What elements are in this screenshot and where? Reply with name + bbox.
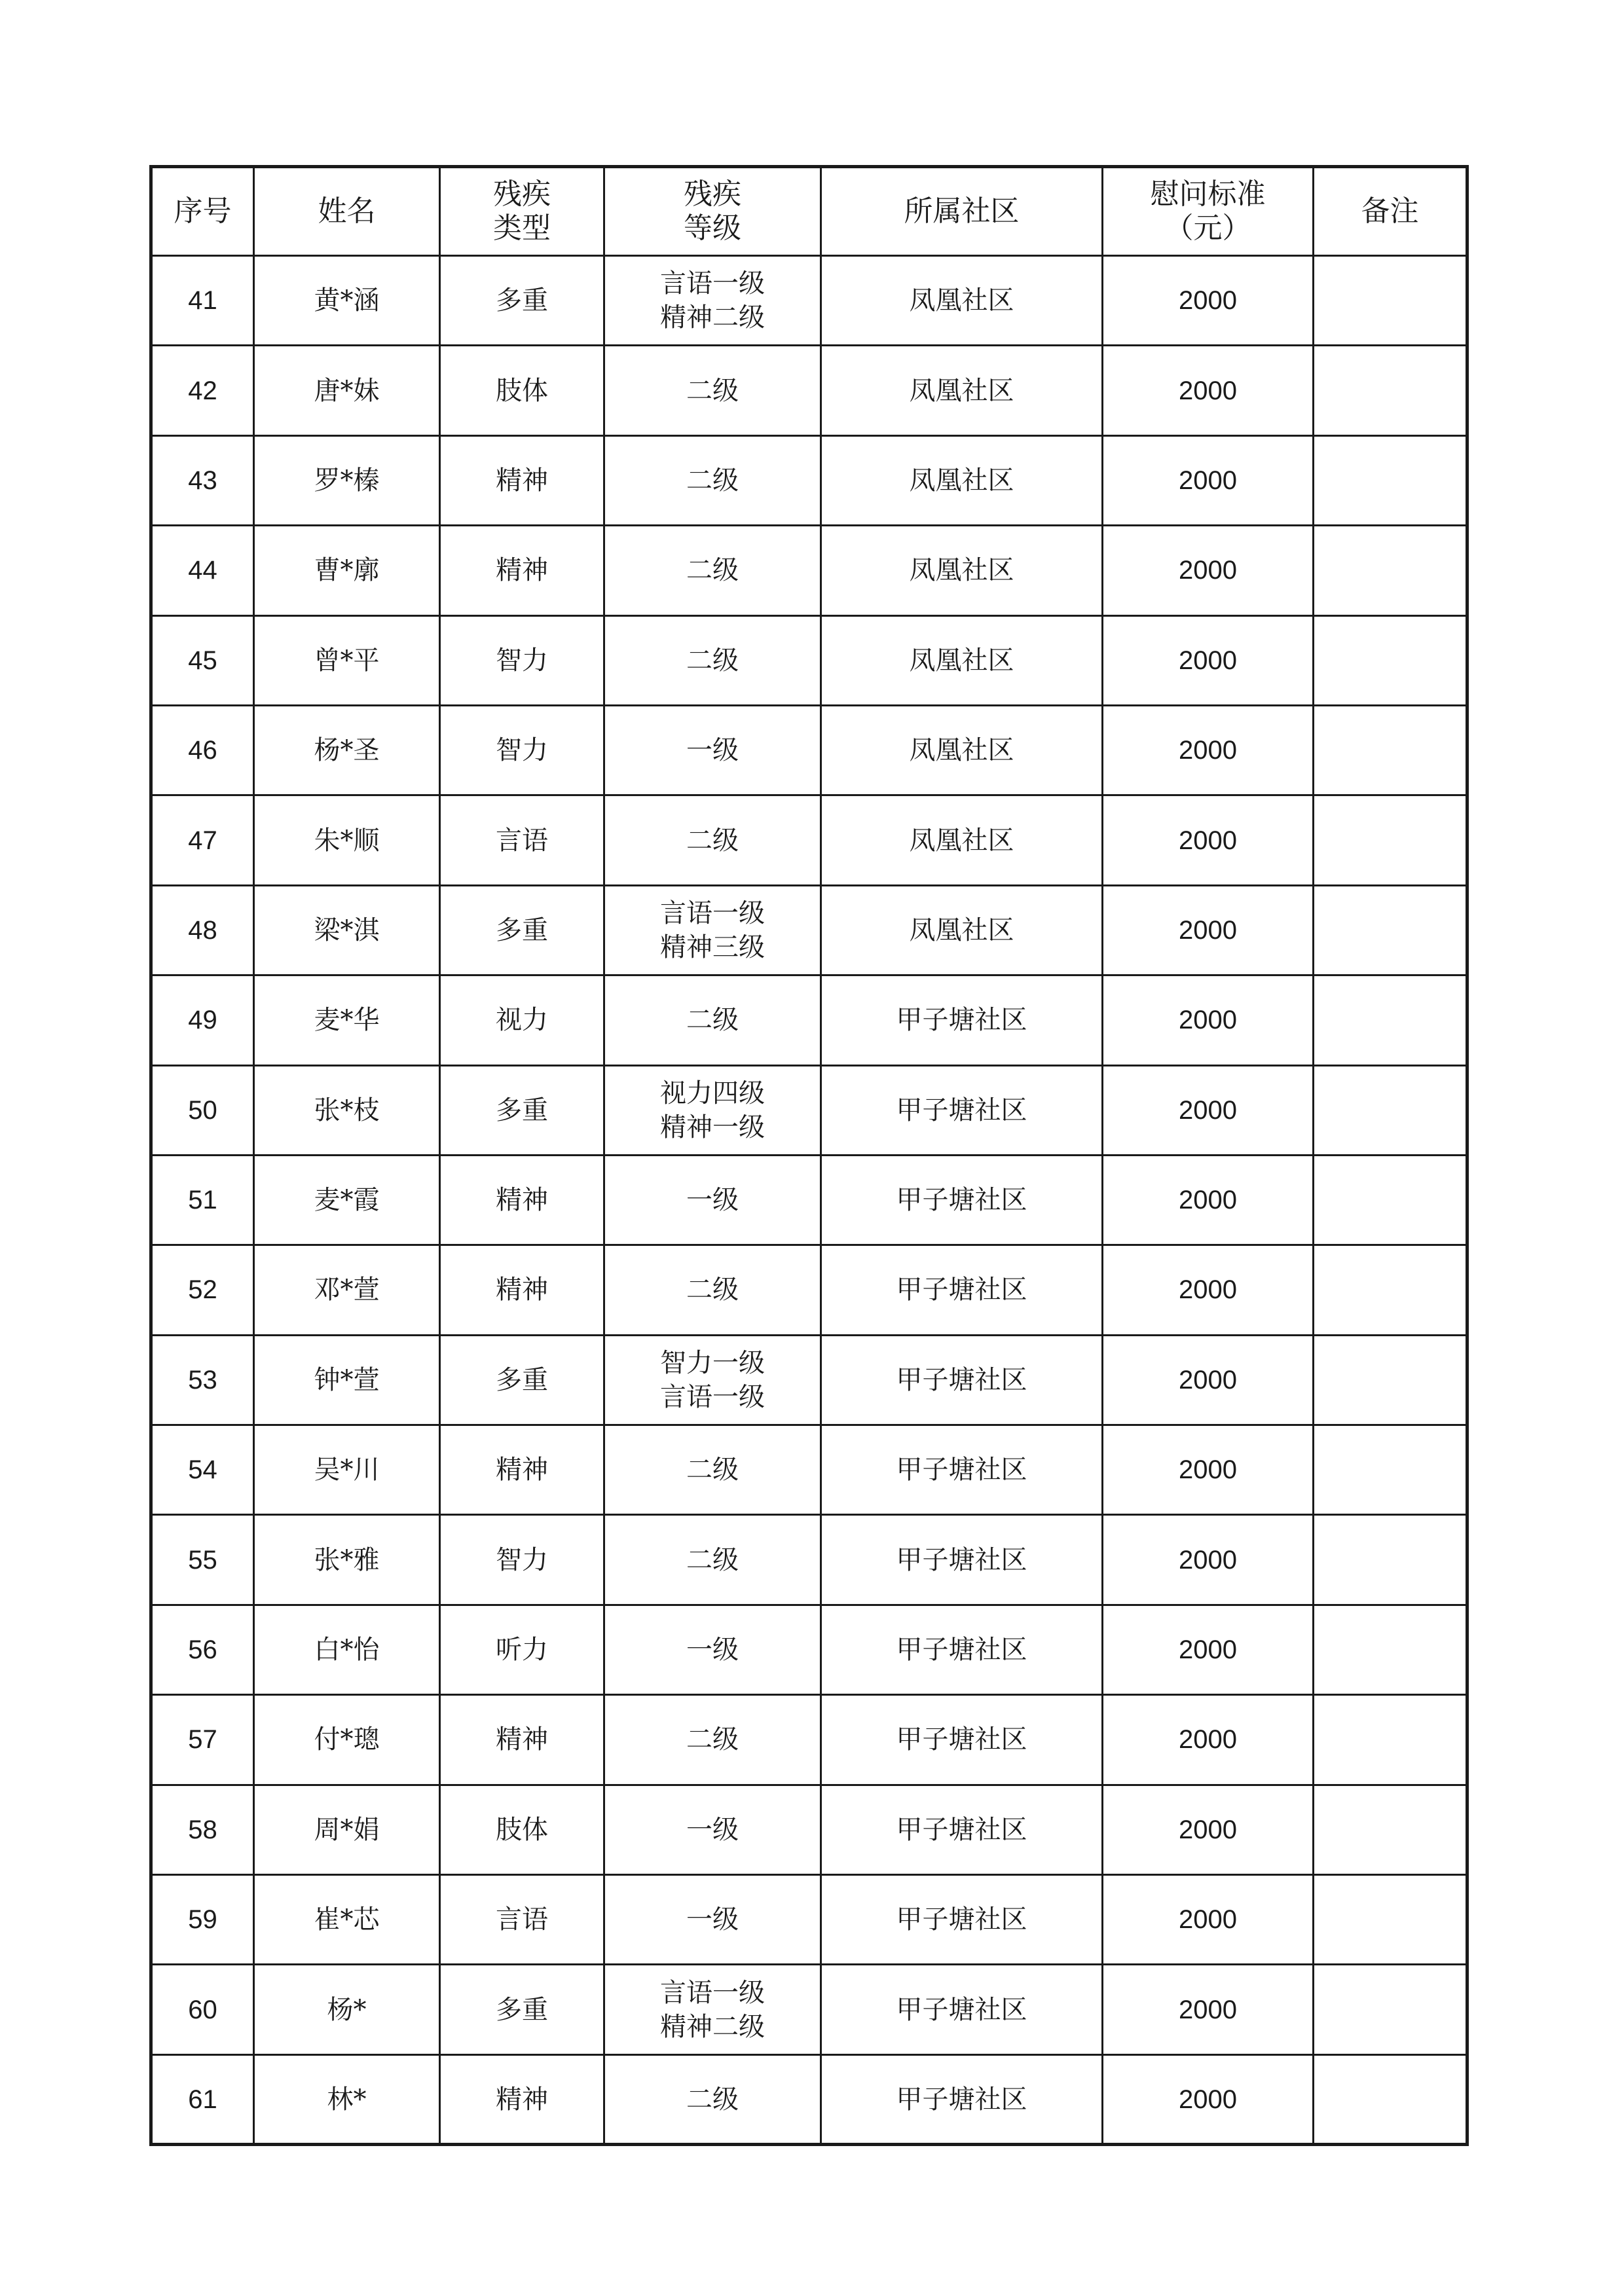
cell-name: 林* xyxy=(254,2054,440,2144)
cell-disability-level xyxy=(604,1245,821,1335)
cell-standard: 2000 xyxy=(1103,1425,1314,1515)
table-row xyxy=(151,795,1467,885)
cell-disability-type: 精神 xyxy=(440,526,604,615)
cell-name: 杨* xyxy=(254,1965,440,2054)
cell-disability-type: 多重 xyxy=(440,1965,604,2054)
cell-standard: 2000 xyxy=(1103,975,1314,1065)
cell-community: 凤凰社区 xyxy=(821,526,1103,615)
cell-name: 麦*霞 xyxy=(254,1155,440,1245)
cell-standard: 2000 xyxy=(1103,526,1314,615)
cell-name: 付*璁 xyxy=(254,1695,440,1785)
cell-disability-type: 听力 xyxy=(440,1605,604,1694)
cell-disability-level xyxy=(604,435,821,525)
cell-disability-level xyxy=(604,526,821,615)
cell-seq: 50 xyxy=(151,1065,254,1155)
cell-disability-level xyxy=(604,1515,821,1605)
level-line: 二级 xyxy=(686,1544,739,1575)
table-row xyxy=(151,1245,1467,1335)
cell-seq: 57 xyxy=(151,1695,254,1785)
cell-seq: 43 xyxy=(151,435,254,525)
cell-community: 凤凰社区 xyxy=(821,435,1103,525)
cell-name: 梁*淇 xyxy=(254,885,440,975)
cell-standard: 2000 xyxy=(1103,1335,1314,1425)
table-row xyxy=(151,975,1467,1065)
cell-community: 凤凰社区 xyxy=(821,615,1103,705)
table-row xyxy=(151,1425,1467,1515)
cell-community: 甲子塘社区 xyxy=(821,1245,1103,1335)
cell-disability-level xyxy=(604,346,821,435)
level-line: 二级 xyxy=(686,2084,739,2115)
level-line: 精神二级 xyxy=(660,2011,765,2042)
cell-seq: 59 xyxy=(151,1875,254,1965)
cell-disability-level xyxy=(604,1605,821,1694)
cell-note xyxy=(1314,1605,1467,1694)
level-line: 二级 xyxy=(686,465,739,496)
cell-disability-level xyxy=(604,1695,821,1785)
cell-note xyxy=(1314,256,1467,346)
cell-disability-level xyxy=(604,705,821,795)
cell-community: 甲子塘社区 xyxy=(821,1875,1103,1965)
cell-disability-type: 多重 xyxy=(440,885,604,975)
cell-note xyxy=(1314,975,1467,1065)
header-standard-line2: （元） xyxy=(1164,211,1251,245)
cell-note xyxy=(1314,615,1467,705)
cell-note xyxy=(1314,1335,1467,1425)
cell-name: 张*雅 xyxy=(254,1515,440,1605)
table-body xyxy=(151,256,1467,2145)
cell-community: 甲子塘社区 xyxy=(821,1605,1103,1694)
header-level-line2: 等级 xyxy=(684,211,741,245)
level-line: 言语一级 xyxy=(660,1977,765,2008)
cell-standard: 2000 xyxy=(1103,2054,1314,2144)
cell-seq: 54 xyxy=(151,1425,254,1515)
cell-seq: 60 xyxy=(151,1965,254,2054)
cell-disability-type: 智力 xyxy=(440,705,604,795)
header-type-line2: 类型 xyxy=(493,211,551,245)
level-line: 精神二级 xyxy=(660,302,765,333)
cell-seq: 53 xyxy=(151,1335,254,1425)
cell-disability-level xyxy=(604,1785,821,1874)
cell-seq: 42 xyxy=(151,346,254,435)
level-line: 一级 xyxy=(686,1904,739,1935)
cell-disability-type: 多重 xyxy=(440,256,604,346)
cell-disability-type: 智力 xyxy=(440,1515,604,1605)
cell-name: 邓*萱 xyxy=(254,1245,440,1335)
cell-standard: 2000 xyxy=(1103,435,1314,525)
cell-note xyxy=(1314,795,1467,885)
level-line: 二级 xyxy=(686,1275,739,1305)
cell-note xyxy=(1314,885,1467,975)
cell-community: 凤凰社区 xyxy=(821,885,1103,975)
cell-community: 甲子塘社区 xyxy=(821,1515,1103,1605)
cell-standard: 2000 xyxy=(1103,1245,1314,1335)
level-line: 言语一级 xyxy=(660,898,765,928)
cell-community: 甲子塘社区 xyxy=(821,1425,1103,1515)
cell-note xyxy=(1314,1065,1467,1155)
cell-standard: 2000 xyxy=(1103,1065,1314,1155)
cell-disability-type: 精神 xyxy=(440,1695,604,1785)
cell-name: 周*娟 xyxy=(254,1785,440,1874)
level-line: 二级 xyxy=(686,1724,739,1755)
table-row xyxy=(151,885,1467,975)
cell-seq: 46 xyxy=(151,705,254,795)
table-row xyxy=(151,705,1467,795)
table-row xyxy=(151,615,1467,705)
cell-note xyxy=(1314,2054,1467,2144)
cell-standard: 2000 xyxy=(1103,705,1314,795)
cell-disability-level xyxy=(604,615,821,705)
cell-seq: 45 xyxy=(151,615,254,705)
cell-disability-level xyxy=(604,795,821,885)
cell-disability-type: 精神 xyxy=(440,1425,604,1515)
cell-name: 唐*妹 xyxy=(254,346,440,435)
cell-disability-level xyxy=(604,1875,821,1965)
table-row xyxy=(151,346,1467,435)
cell-note xyxy=(1314,1785,1467,1874)
cell-name: 朱*顺 xyxy=(254,795,440,885)
table-row xyxy=(151,1515,1467,1605)
cell-community: 凤凰社区 xyxy=(821,705,1103,795)
table-row xyxy=(151,1335,1467,1425)
cell-seq: 61 xyxy=(151,2054,254,2144)
cell-name: 曾*平 xyxy=(254,615,440,705)
cell-standard: 2000 xyxy=(1103,1605,1314,1694)
cell-disability-type: 肢体 xyxy=(440,1785,604,1874)
header-disability-level xyxy=(604,167,821,256)
level-line: 一级 xyxy=(686,735,739,766)
cell-standard: 2000 xyxy=(1103,1785,1314,1874)
cell-disability-type: 多重 xyxy=(440,1065,604,1155)
level-line: 二级 xyxy=(686,555,739,586)
cell-note xyxy=(1314,1155,1467,1245)
cell-name: 张*枝 xyxy=(254,1065,440,1155)
table-row xyxy=(151,1785,1467,1874)
table-row xyxy=(151,526,1467,615)
cell-note xyxy=(1314,1425,1467,1515)
cell-disability-type: 言语 xyxy=(440,1875,604,1965)
cell-name: 白*怡 xyxy=(254,1605,440,1694)
cell-standard: 2000 xyxy=(1103,615,1314,705)
cell-standard: 2000 xyxy=(1103,1515,1314,1605)
cell-seq: 41 xyxy=(151,256,254,346)
cell-disability-level xyxy=(604,2054,821,2144)
table-row xyxy=(151,256,1467,346)
cell-name: 黄*涵 xyxy=(254,256,440,346)
cell-disability-level xyxy=(604,1155,821,1245)
table-row xyxy=(151,1605,1467,1694)
cell-note xyxy=(1314,1245,1467,1335)
level-line: 一级 xyxy=(686,1635,739,1666)
cell-community: 凤凰社区 xyxy=(821,346,1103,435)
cell-disability-level xyxy=(604,1065,821,1155)
header-name: 姓名 xyxy=(254,167,440,256)
cell-note xyxy=(1314,526,1467,615)
cell-seq: 56 xyxy=(151,1605,254,1694)
cell-disability-level xyxy=(604,1965,821,2054)
cell-note xyxy=(1314,1875,1467,1965)
table-row xyxy=(151,1695,1467,1785)
cell-community: 甲子塘社区 xyxy=(821,975,1103,1065)
cell-note xyxy=(1314,1695,1467,1785)
table-row xyxy=(151,435,1467,525)
table-row xyxy=(151,2054,1467,2144)
level-line: 精神三级 xyxy=(660,932,765,962)
level-line: 视力四级 xyxy=(660,1078,765,1108)
cell-name: 吴*川 xyxy=(254,1425,440,1515)
cell-community: 甲子塘社区 xyxy=(821,1695,1103,1785)
cell-disability-level xyxy=(604,256,821,346)
cell-disability-type: 言语 xyxy=(440,795,604,885)
cell-community: 凤凰社区 xyxy=(821,795,1103,885)
cell-note xyxy=(1314,435,1467,525)
level-line: 一级 xyxy=(686,1814,739,1845)
cell-name: 崔*芯 xyxy=(254,1875,440,1965)
level-line: 二级 xyxy=(686,645,739,676)
cell-community: 甲子塘社区 xyxy=(821,1335,1103,1425)
header-standard-line1: 慰问标准 xyxy=(1150,177,1266,211)
cell-disability-type: 精神 xyxy=(440,1155,604,1245)
header-type-line1: 残疾 xyxy=(493,177,551,211)
cell-standard: 2000 xyxy=(1103,1965,1314,2054)
header-seq: 序号 xyxy=(151,167,254,256)
cell-note xyxy=(1314,1515,1467,1605)
table-row xyxy=(151,1155,1467,1245)
cell-seq: 44 xyxy=(151,526,254,615)
cell-standard: 2000 xyxy=(1103,256,1314,346)
header-row xyxy=(151,167,1467,256)
level-line: 精神一级 xyxy=(660,1112,765,1142)
cell-disability-type: 智力 xyxy=(440,615,604,705)
cell-disability-level xyxy=(604,1425,821,1515)
cell-disability-type: 视力 xyxy=(440,975,604,1065)
cell-note xyxy=(1314,1965,1467,2054)
level-line: 言语一级 xyxy=(660,1381,765,1412)
cell-seq: 47 xyxy=(151,795,254,885)
cell-disability-type: 精神 xyxy=(440,435,604,525)
level-line: 二级 xyxy=(686,825,739,856)
cell-standard: 2000 xyxy=(1103,1695,1314,1785)
cell-disability-level xyxy=(604,1335,821,1425)
cell-community: 甲子塘社区 xyxy=(821,1785,1103,1874)
level-line: 智力一级 xyxy=(660,1347,765,1378)
cell-disability-type: 多重 xyxy=(440,1335,604,1425)
cell-name: 曹*廓 xyxy=(254,526,440,615)
cell-standard: 2000 xyxy=(1103,1155,1314,1245)
cell-note xyxy=(1314,705,1467,795)
cell-standard: 2000 xyxy=(1103,885,1314,975)
cell-disability-level xyxy=(604,975,821,1065)
cell-seq: 51 xyxy=(151,1155,254,1245)
header-level-line1: 残疾 xyxy=(684,177,741,211)
cell-standard: 2000 xyxy=(1103,1875,1314,1965)
cell-community: 甲子塘社区 xyxy=(821,2054,1103,2144)
cell-seq: 48 xyxy=(151,885,254,975)
cell-note xyxy=(1314,346,1467,435)
cell-name: 罗*榛 xyxy=(254,435,440,525)
level-line: 言语一级 xyxy=(660,268,765,299)
cell-name: 杨*圣 xyxy=(254,705,440,795)
level-line: 一级 xyxy=(686,1185,739,1216)
cell-community: 凤凰社区 xyxy=(821,256,1103,346)
table-header xyxy=(151,167,1467,256)
cell-name: 钟*萱 xyxy=(254,1335,440,1425)
table-row xyxy=(151,1965,1467,2054)
level-line: 二级 xyxy=(686,1005,739,1036)
table-row xyxy=(151,1065,1467,1155)
cell-seq: 49 xyxy=(151,975,254,1065)
header-disability-type xyxy=(440,167,604,256)
cell-seq: 55 xyxy=(151,1515,254,1605)
header-note: 备注 xyxy=(1314,167,1467,256)
cell-standard: 2000 xyxy=(1103,795,1314,885)
cell-disability-type: 肢体 xyxy=(440,346,604,435)
cell-name: 麦*华 xyxy=(254,975,440,1065)
level-line: 二级 xyxy=(686,375,739,406)
subsidy-roster-table xyxy=(149,165,1469,2146)
cell-community: 甲子塘社区 xyxy=(821,1965,1103,2054)
table-row xyxy=(151,1875,1467,1965)
cell-seq: 52 xyxy=(151,1245,254,1335)
cell-standard: 2000 xyxy=(1103,346,1314,435)
cell-disability-level xyxy=(604,885,821,975)
cell-seq: 58 xyxy=(151,1785,254,1874)
cell-community: 甲子塘社区 xyxy=(821,1155,1103,1245)
header-standard xyxy=(1103,167,1314,256)
cell-disability-type: 精神 xyxy=(440,1245,604,1335)
cell-community: 甲子塘社区 xyxy=(821,1065,1103,1155)
cell-disability-type: 精神 xyxy=(440,2054,604,2144)
header-community: 所属社区 xyxy=(821,167,1103,256)
level-line: 二级 xyxy=(686,1455,739,1485)
